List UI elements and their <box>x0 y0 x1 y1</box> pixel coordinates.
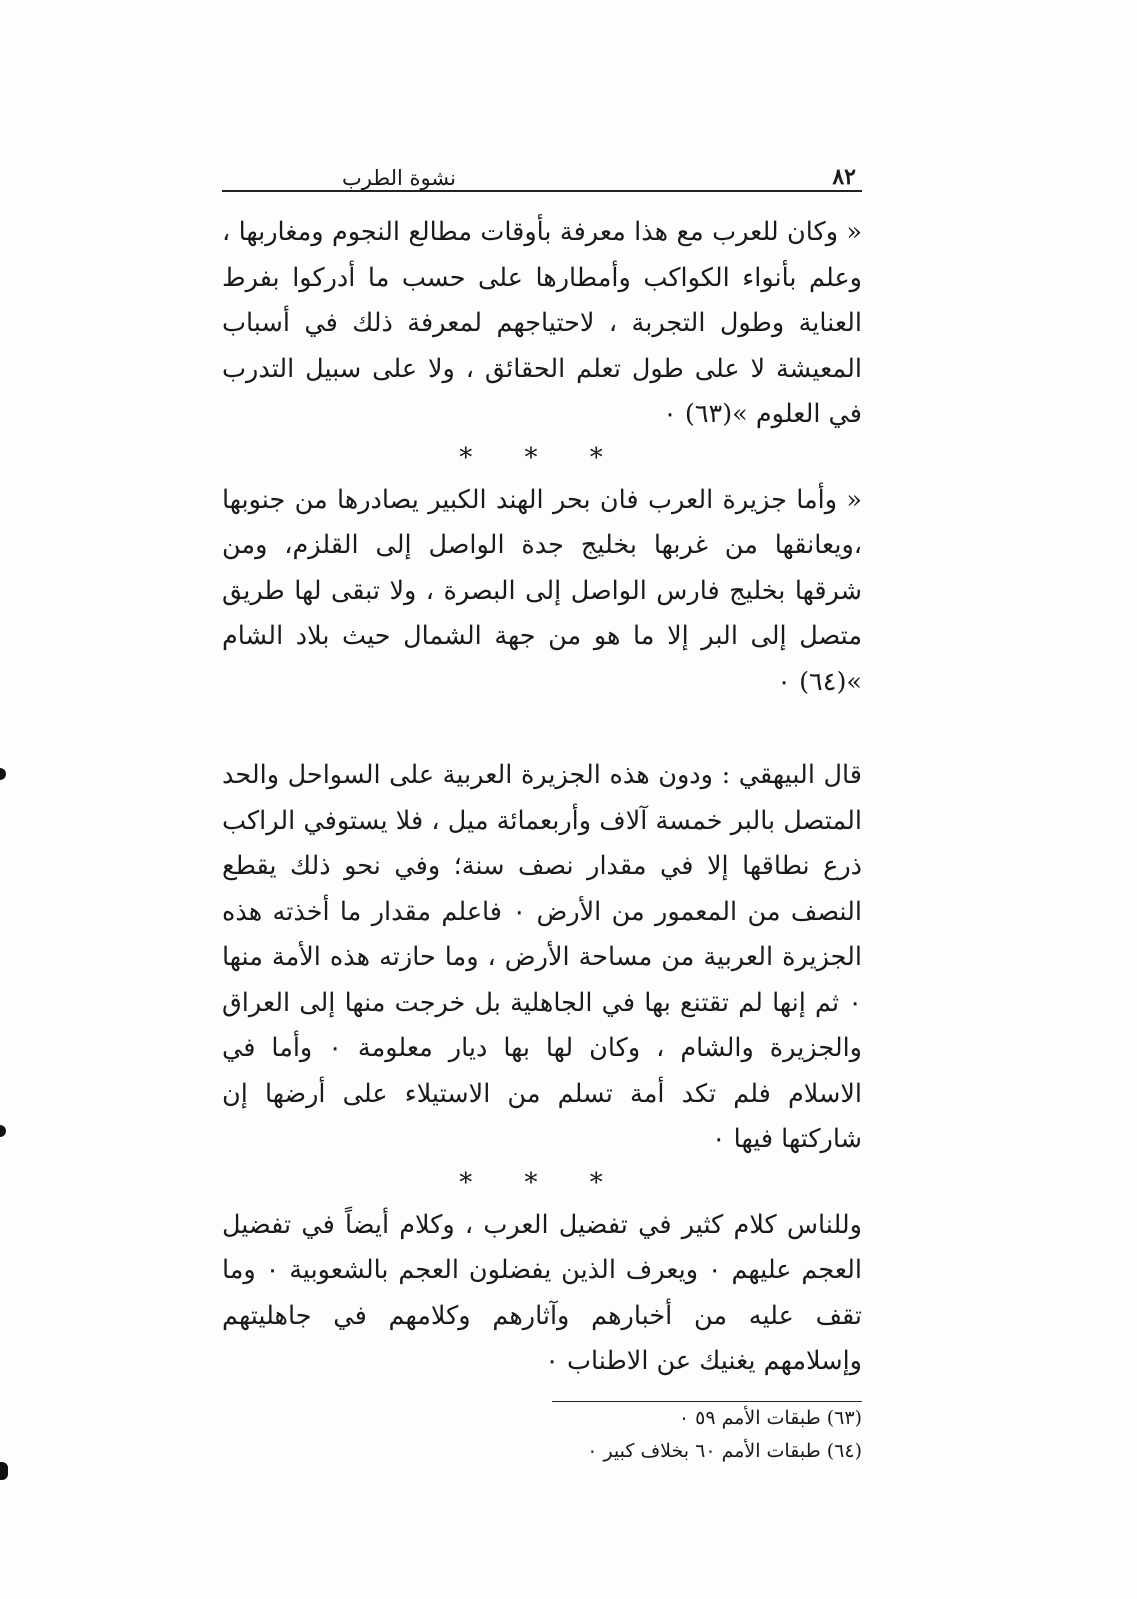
running-title: نشوة الطرب <box>342 166 456 190</box>
running-head <box>222 150 862 192</box>
section-divider: * * * <box>459 442 625 473</box>
section-divider: * * * <box>459 1167 625 1198</box>
scan-mark <box>0 768 6 780</box>
scan-mark <box>0 1462 8 1480</box>
scan-mark <box>0 1125 6 1137</box>
paragraph-quote-stars: « وكان للعرب مع هذا معرفة بأوقات مطالع النجوم ومغاربها ، وعلم بأنواء الكواكب وأمطارها على حسب ما أدركوا بفرط العناية وطول التجربة ، لاحتياجهم لمعرفة ذلك في أسباب المعيشة لا على طول تعلم الحقائق ، ولا على سبيل التدرب في العلوم »(٦٣) ٠ <box>222 217 862 429</box>
paragraph-shuubiyya: وللناس كلام كثير في تفضيل العرب ، وكلام أيضاً في تفضيل العجم عليهم ٠ ويعرف الذين يفضلون العجم بالشعوبية ٠ وما تقف عليه من أخبارهم وآثارهم وكلامهم في جاهليتهم وإسلامهم يغنيك عن الاطناب ٠ <box>222 1209 862 1376</box>
book-page <box>222 150 862 1468</box>
footnote: (٦٤) طبقات الأمم ٦٠ بخلاف كبير ٠ <box>587 1439 862 1462</box>
paragraph-bayhaqi: قال البيهقي : ودون هذه الجزيرة العربية على السواحل والحد المتصل بالبر خمسة آلاف وأربعمائة ميل ، فلا يستوفي الراكب ذرع نطاقها إلا في مقدار نصف سنة؛ وفي نحو ذلك يقطع النصف من المعمور من الأرض ٠ فاعلم مقدار ما أخذته هذه الجزيرة العربية من مساحة الأرض ، وما حازته هذه الأمة منها ٠ ثم إنها لم تقتنع بها في الجاهلية بل خرجت منها إلى العراق والجزيرة والشام ، وكان لها بها ديار معلومة ٠ وأما في الاسلام فلم تكد أمة تسلم من الاستيلاء على أرضها إن شاركتها فيها ٠ <box>222 760 863 1154</box>
page-number: ٨٢ <box>832 164 856 190</box>
paragraph-quote-peninsula: « وأما جزيرة العرب فان بحر الهند الكبير يصادرها من جنوبها ،ويعانقها من غربها بخليج جدة الواصل إلى القلزم، ومن شرقها بخليج فارس الواصل إلى البصرة ، ولا تبقى لها طريق متصل إلى البر إلا ما هو من جهة الشمال حيث بلاد الشام »(٦٤) ٠ <box>222 484 862 697</box>
footnote: (٦٣) طبقات الأمم ٥٩ ٠ <box>678 1406 862 1429</box>
